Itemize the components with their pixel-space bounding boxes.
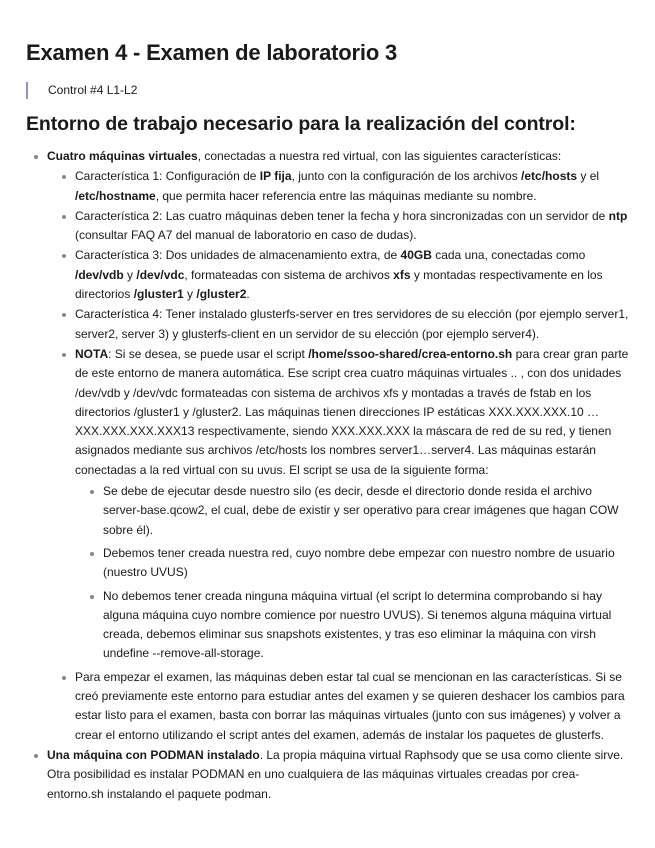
control-blockquote: Control #4 L1-L2 — [26, 82, 631, 99]
text: : Si se desea, se puede usar el script — [108, 346, 309, 361]
list-item-nota — [75, 345, 631, 664]
list-item-characteristic-4: Característica 4: Tener instalado glusterfs-server en tres servidores de su elección (por ejemplo server1, server2, server 3) y glusterfs-client en un servidor de su elección (por ejemplo server4). — [75, 305, 631, 344]
bold-text: xfs — [393, 267, 411, 282]
page-title: Examen 4 - Examen de laboratorio 3 — [26, 40, 398, 65]
bold-text: ntp — [608, 208, 628, 223]
list-item-start-exam: Para empezar el examen, las máquinas deben estar tal cual se mencionan en las características. Si se creó previamente este entorno para estudiar antes del examen y se quieren deshacer los cambios para estar listo para el examen, basta con borrar las máquinas virtuales (junto con sus imágenes) y volver a crear el entorno utilizando el script antes del examen, además de instalar los paquetes de glusterfs. — [75, 668, 631, 745]
list-item-usage: Se debe de ejecutar desde nuestro silo (es decir, desde el directorio donde resida el archivo server-base.qcow2, el cual, debe de existir y ser operativo para crear imágenes que hagan COW sobre él). — [103, 482, 631, 540]
text: , formateadas con sistema de archivos — [184, 267, 394, 282]
bold-text: /gluster2 — [196, 287, 247, 302]
list-item-characteristic-3 — [75, 246, 631, 304]
list-item-usage: Debemos tener creada nuestra red, cuyo nombre debe empezar con nuestro nombre de usuario (nuestro UVUS) — [103, 544, 631, 583]
bold-text: /etc/hosts — [521, 169, 578, 184]
list-item-characteristic-1 — [75, 167, 631, 206]
bold-text: /etc/hostname — [75, 188, 156, 203]
text: . La propia máquina virtual Raphsody que se usa como cliente sirve. Otra posibilidad es instalar PODMAN en uno cualquiera de las máquinas virtuales creadas por crea-entorno.sh instalando el paquete podman. — [47, 747, 624, 801]
requirements-list — [26, 147, 631, 804]
script-usage-list — [75, 482, 631, 664]
text: , conectadas a nuestra red virtual, con las siguientes características: — [197, 149, 562, 163]
bold-text: /dev/vdc — [136, 267, 185, 282]
bold-text: NOTA — [75, 346, 109, 361]
bold-text: Una máquina con PODMAN instalado — [47, 747, 260, 762]
characteristics-list — [47, 167, 631, 745]
list-item-virtual-machines — [47, 147, 631, 745]
text: y el — [577, 169, 600, 184]
text: para crear gran parte de este entorno de manera automática. Ese script crea cuatro máquinas virtuales .. , con dos unidades /dev/vdb y /dev/vdc formateadas con sistema de archivos xfs y montadas a través de fstab en los directorios /gluster1 y /gluster2. Las máquinas tienen direcciones IP estáticas XXX.XXX.XXX.10 … XXX.XXX.XXX.XXX13 respectivamente, siendo XXX.XXX.XXX la máscara de red de su red, y tienen asignados mediante sus archivos /etc/hosts los nombres server1…server4. Las máquinas estarán conectadas a la red virtual con su uvus. El script se usa de la siguiente forma: — [75, 346, 629, 477]
bold-text: Cuatro máquinas virtuales — [47, 149, 198, 163]
text: y montadas respectivamente en los directorios — [75, 267, 603, 302]
bold-text: IP fija — [259, 169, 292, 184]
text: , junto con la configuración de los archivos — [291, 169, 522, 184]
text: Característica 3: Dos unidades de almacenamiento extra, de — [75, 248, 401, 263]
text: Característica 2: Las cuatro máquinas deben tener la fecha y hora sincronizadas con un servidor de — [75, 208, 609, 223]
section-heading: Entorno de trabajo necesario para la realización del control: — [26, 113, 576, 135]
bold-text: /gluster1 — [133, 287, 184, 302]
list-item-characteristic-2 — [75, 207, 631, 246]
text: cada una, conectadas como — [431, 248, 586, 263]
bold-text: 40GB — [400, 248, 432, 263]
text: y — [183, 287, 197, 302]
text: , que permita hacer referencia entre las máquinas mediante su nombre. — [155, 188, 537, 203]
list-item-usage: No debemos tener creada ninguna máquina virtual (el script lo determina comprobando si hay alguna máquina cuyo nombre comience por nuestro UVUS). Si tenemos alguna máquina virtual creada, debemos eliminar sus snapshots existentes, y tras eso eliminar la máquina con virsh undefine --remove-all-storage. — [103, 587, 631, 664]
text: . — [246, 287, 250, 302]
script-path: /home/ssoo-shared/crea-entorno.sh — [308, 346, 513, 361]
bold-text: /dev/vdb — [75, 267, 124, 282]
text: y — [123, 267, 137, 282]
text: Característica 1: Configuración de — [75, 169, 260, 184]
text: (consultar FAQ A7 del manual de laboratorio en caso de dudas). — [75, 228, 417, 243]
list-item-podman — [47, 746, 631, 804]
